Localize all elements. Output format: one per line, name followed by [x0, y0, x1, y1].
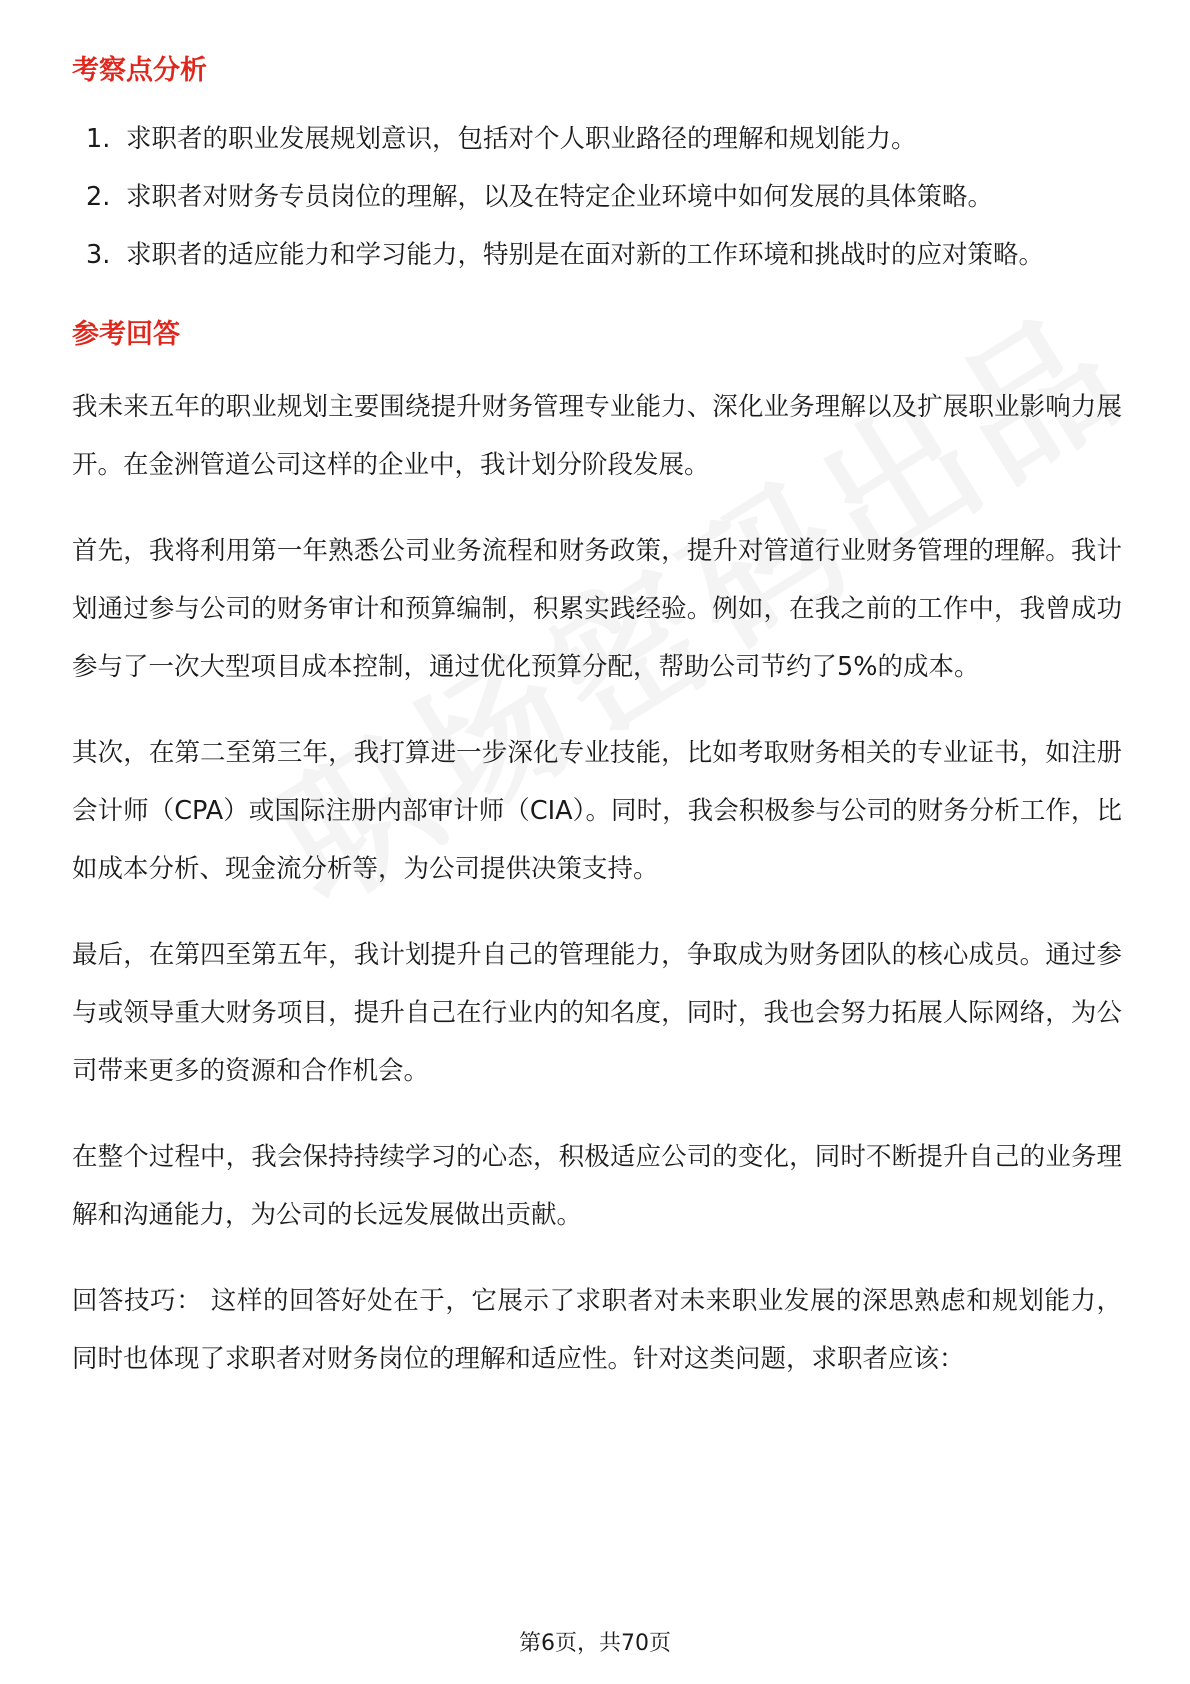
list-item-number: 3. — [86, 240, 111, 270]
list-item — [72, 226, 1122, 284]
page-content — [72, 46, 1122, 1416]
answer-paragraph: 我未来五年的职业规划主要围绕提升财务管理专业能力、深化业务理解以及扩展职业影响力展开。在金洲管道公司这样的企业中，我计划分阶段发展。 — [72, 392, 1122, 480]
list-item — [72, 168, 1122, 226]
list-item — [72, 110, 1122, 168]
list-item-text: 求职者的适应能力和学习能力，特别是在面对新的工作环境和挑战时的应对策略。 — [126, 240, 1045, 270]
analysis-points-list — [72, 110, 1122, 284]
answer-paragraph: 首先，我将利用第一年熟悉公司业务流程和财务政策，提升对管道行业财务管理的理解。我计划通过参与公司的财务审计和预算编制，积累实践经验。例如，在我之前的工作中，我曾成功参与了一次大型项目成本控制，通过优化预算分配，帮助公司节约了5%的成本。 — [72, 536, 1122, 682]
answer-paragraph: 在整个过程中，我会保持持续学习的心态，积极适应公司的变化，同时不断提升自己的业务理解和沟通能力，为公司的长远发展做出贡献。 — [72, 1142, 1122, 1230]
list-item-text: 求职者对财务专员岗位的理解，以及在特定企业环境中如何发展的具体策略。 — [126, 182, 994, 212]
answer-tips-paragraph: 回答技巧： 这样的回答好处在于，它展示了求职者对未来职业发展的深思熟虑和规划能力，同时也体现了求职者对财务岗位的理解和适应性。针对这类问题，求职者应该： — [72, 1286, 1122, 1374]
answer-paragraph: 最后，在第四至第五年，我计划提升自己的管理能力，争取成为财务团队的核心成员。通过参与或领导重大财务项目，提升自己在行业内的知名度，同时，我也会努力拓展人际网络，为公司带来更多的资源和合作机会。 — [72, 940, 1122, 1086]
list-item-number: 1. — [86, 124, 111, 154]
answer-paragraph: 其次，在第二至第三年，我打算进一步深化专业技能，比如考取财务相关的专业证书，如注册会计师（CPA）或国际注册内部审计师（CIA）。同时，我会积极参与公司的财务分析工作，比如成本分析、现金流分析等，为公司提供决策支持。 — [72, 738, 1122, 884]
list-item-number: 2. — [86, 182, 111, 212]
section-title-analysis: 考察点分析 — [72, 55, 207, 86]
section-title-reference-answer: 参考回答 — [72, 319, 180, 350]
list-item-text: 求职者的职业发展规划意识，包括对个人职业路径的理解和规划能力。 — [126, 124, 917, 154]
page-number-footer: 第6页，共70页 — [519, 1631, 671, 1656]
